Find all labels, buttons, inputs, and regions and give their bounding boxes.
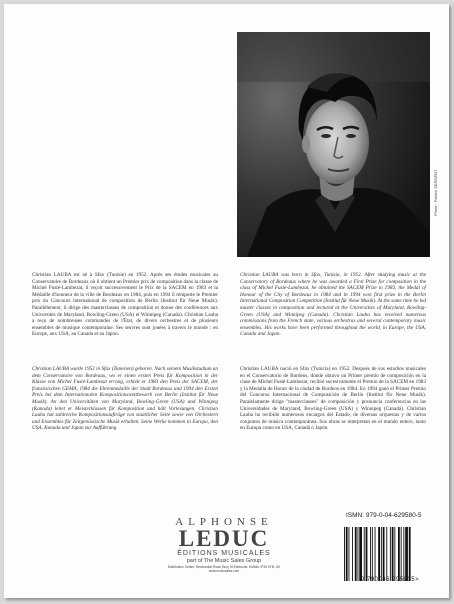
barcode-bar	[364, 527, 365, 581]
biography-english: Christian LAUBA was born in Sfax, Tunisia, in 1952. After studying music at the Conservatory of Bordeaux where he was awarded a First Prize for composition in the class of Michel Fusté-Lambezat, he obtained the SACEM Prize in 1983, the Medal of Honour of the City of Bordeaux in 1984 and in 1994 won first prize in the Berlin International Composition Competition (Institut für Neue Musik). At the same time he led master classes in composition and lectured at the Universities of Maryland, Bowling-Green (USA) and Winnipeg (Canada). Christian Lauba has received numerous commissions from the French state, various orchestras and several contemporary music ensembles. His works have been performed throughout the world, in Europe, the USA, Canada and Japan.	[240, 272, 426, 338]
barcode-bar	[383, 527, 385, 581]
barcode-bar	[390, 527, 391, 581]
biography-spanish: Christian LAUBA nació en Sfax (Tunicia) en 1952. Después de sus estudios musicales en el Conservatorio de Burdeos, donde obtuvo un Primer premio de composición en la clase de Michel Fusté-Lambezat, recibió sucesivamente el Premio de la SACEM en 1983 y la Medalla de Honor de la ciudad de Burdeos en 1984. En 1994 ganó el Primer Premio del Concurso Internacional de Composición de Berlín (Institut für Neue Musik). Paralelamente dirige "masterclasses" de composición y pronuncia conferencias en las Universidades de Maryland, Bowling-Green (USA) y Winnipeg (Canadá). Christian Lauba ha recibido numerosos encargos del Estado, de diversas orquestas y de varios conjuntos de música contemporánea. Sus obras se interpretan en el mundo entero, tanto en Europa como en USA, Canadá o Japón.	[240, 366, 426, 432]
publisher-subtitle: ÉDITIONS MUSICALES	[177, 550, 271, 557]
barcode-bar	[366, 527, 368, 581]
barcode-bar	[346, 527, 348, 581]
barcode-bar	[394, 527, 395, 581]
barcode-number: 9 790046 295805	[360, 577, 416, 583]
publisher-group: part of The Music Sales Group	[186, 558, 262, 564]
barcode-bar	[392, 527, 394, 581]
composer-portrait-photo	[237, 32, 430, 257]
barcode-bar	[370, 527, 371, 581]
barcode-bar	[403, 527, 404, 581]
barcode-bar	[359, 527, 362, 581]
barcode-bar	[405, 527, 408, 581]
ismn-number: ISMN: 979-0-04-629580-5	[346, 512, 422, 519]
barcode-bar	[381, 527, 382, 581]
barcode-bar	[409, 527, 411, 581]
photo-credit: Photo : Patrick SERGENT	[433, 169, 438, 216]
publisher-name-alphonse: ALPHONSE	[175, 516, 273, 528]
barcode-bar	[352, 527, 353, 581]
publisher-logo-block	[114, 516, 334, 573]
barcode-bar	[398, 527, 400, 581]
barcode-bar	[349, 527, 350, 581]
portrait-image	[237, 32, 430, 257]
biography-french: Christian LAUBA est né à Sfax (Tunisie) en 1952. Après ses études musicales au Conservatoire de Bordeaux où il obtient un Premier prix de composition dans la classe de Michel Fusté-Lambezat, il reçoit successivement le Prix de la SACEM en 1983 et la Médaille d'honneur de la ville de Bordeaux en 1984, puis en 1994 il remporte le Premier prix du Concours international de composition de Berlin (Institut für Neue Musik). Parallèlement, il dirige des masterclasses de composition et donne des conférences aux Universités de Maryland, Bowling-Green (USA) et Winnipeg (Canada). Christian Lauba a reçu de nombreuses commandes de l'État, de divers orchestres et de plusieurs ensembles de musique contemporaine. Ses œuvres sont jouées à travers le monde : en Europe, aux USA, au Canada et au Japon.	[32, 272, 218, 338]
barcode-bar	[375, 527, 376, 581]
barcode-bar	[372, 527, 373, 581]
barcode-bar	[386, 527, 387, 581]
barcode-bar	[355, 527, 357, 581]
biography-german: Christian LAUBA wurde 1952 in Sfax (Tunesien) geboren. Nach seinem Musikstudium an dem Conservatoire von Bordeaux, wo er einen ersten Preis für Komposition in der Klasse von Michel Fusté-Lambezat errang, erhielt er 1983 den Preis der SACEM, der französischen GEMA, 1984 die Ehrenmedaille der Stadt Bordeaux und 1994 den Ersten Preis bei dem Internationalen Kompositionswettbewerb von Berlin (Institut für Neue Musik). An den Universitäten von Maryland, Bowling-Green (USA) und Winnipeg (Kanada) leitet er Meisterklassen für Komposition und hält Vorlesungen. Christian Lauba hat zahlreiche Kompositionsaufträge von staatlicher Seite sowie von Orchestern und Ensembles für Zeitgenössische Musik erhalten. Seine Werke kommen in Europa, den USA, Kanada und Japan zur Aufführung.	[32, 366, 218, 432]
publisher-address: Distribution Centre, Newmarket Road, Bury St Edmunds, Suffolk, IP33 3YB, UK	[167, 565, 281, 569]
barcode-bar	[378, 527, 380, 581]
barcode-icon	[342, 527, 438, 581]
publisher-website: www.musicsales.com	[208, 569, 240, 573]
back-cover-page	[4, 4, 449, 598]
barcode-bar	[358, 527, 359, 581]
barcode-suffix: >	[415, 577, 420, 583]
barcode-bar	[344, 527, 345, 581]
publisher-name-leduc: LEDUC	[178, 526, 270, 551]
barcode-digits	[340, 577, 440, 583]
barcode-bar	[401, 527, 402, 581]
